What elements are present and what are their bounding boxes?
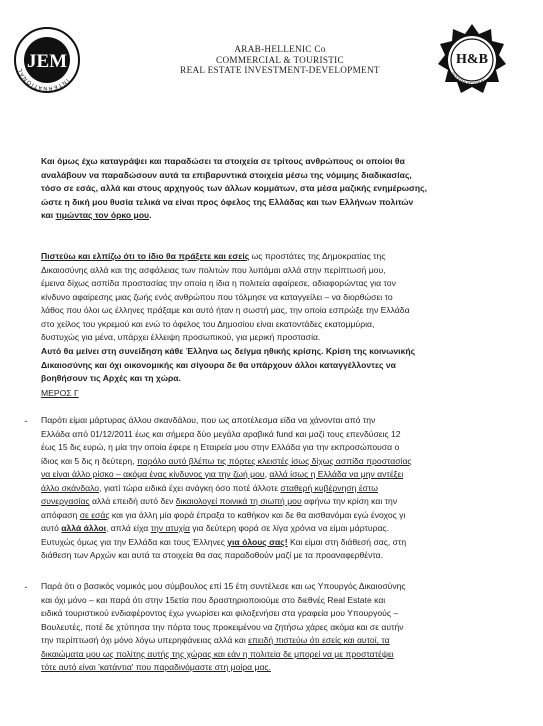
- bullet-dash: -: [24, 416, 28, 426]
- p5-line: τότε αυτό είναι 'κατάντια' που παραδινόμαστε στη μοίρα μας.: [41, 662, 271, 672]
- p4-line: διάθεση των Αρχών και αυτά τα στοιχεία θα σας παραδοθούν μαζί με τα προαναφερθέντα.: [41, 550, 384, 560]
- text: Και είμαι στη διάθεσή σας, στη: [287, 536, 407, 547]
- p5-line: ειδικά τουριστικού ενδιαφέροντος έχω γνωρίσει και φιλοξενήσει στα γραφεία μου Υπουργούς –: [41, 608, 399, 618]
- p1-line: Και όμως έχω καταγράψει και παραδώσει τα στοιχεία σε τρίτους ανθρώπους οι οποίοι θα: [41, 156, 405, 166]
- p4-line: [41, 509, 509, 523]
- text: Ευτυχώς όμως για την Ελλάδα και τους Έλληνες: [41, 536, 228, 547]
- underlined-text: Πιστεύω και ελπίζω ότι το ίδιο θα πράξετε και εσείς: [41, 251, 250, 261]
- text: .: [149, 210, 152, 220]
- paragraph-4: [41, 414, 509, 563]
- p5-line: και όχι μόνο – και παρά ότι στην 15ετία που δραστηριοποιούμε στο διεθνές Real Estate και: [41, 594, 386, 605]
- underlined-text: την ατυχία: [150, 523, 190, 533]
- logo-left-letters: JEM: [26, 51, 68, 72]
- text: αφήνω την κρίση και την: [301, 496, 398, 506]
- p1-line: αναλάβουν να παραδώσουν αυτά τα επιβαρυντικά στοιχεία μέσω της νόμιμης διαδικασίας,: [41, 169, 412, 180]
- underlined-text: σε εσάς: [79, 509, 110, 520]
- p4-line: Ελλάδα από 01/12/2011 έως και σήμερα δύο μεγάλα αραβικά fund και μαζί τους επενδύσεις 12: [41, 428, 401, 439]
- text: την περίπτωσή όχι μόνο λόγω υπερηφάνειας αλλά και: [41, 635, 249, 645]
- text: και: [41, 210, 56, 220]
- paragraph-3: [41, 345, 509, 386]
- p3-line: Αυτό θα μείνει στη συνείδηση κάθε Έλληνα ως δείγμα ηθικής κρίσης. Κρίση της κοινωνικής: [41, 346, 416, 356]
- logo-right-letters: H&B: [456, 52, 488, 67]
- text: , γιατί τώρα ειδικά έχει ανάγκη όσο ποτέ άλλοτε: [99, 482, 281, 493]
- text: ίδιος και 5 δις η δεύτερη,: [41, 455, 137, 466]
- p5-line: Βουλευτές, ποτέ δε χτύπησα την πόρτα τους προκειμένου να ζητήσω χάρες ακόμα και σε αυτήν: [41, 621, 404, 632]
- p2-line: Δικαιοσύνης αλλά και της ασφάλειας των πολιτών που λυπάμαι αλλά στην περίπτωσή μου,: [41, 264, 386, 275]
- underlined-text: σταθερή κυβέρνηση έστω: [280, 482, 378, 493]
- text: απόφαση: [41, 509, 80, 520]
- text: , απλά είχα: [106, 523, 151, 533]
- underlined-text: άλλο σκάνδαλο: [41, 482, 100, 493]
- company-line-3: REAL ESTATE INVESTMENT-DEVELOPMENT: [180, 65, 380, 75]
- p2-line: [41, 250, 509, 264]
- p4-line: [41, 495, 509, 509]
- p4-line: [41, 522, 509, 536]
- p2-line: δυστυχώς για μένα, υπάρχει έλλειψη προσωπικού, για μερική προστασία.: [41, 332, 321, 342]
- text: για δεύτερη φορά σε λίγα χρόνια να είμαι μάρτυρας.: [189, 523, 389, 533]
- p4-line: [41, 482, 509, 496]
- section-heading: ΜΕΡΟΣ Γ: [41, 388, 79, 398]
- text: αλλά επειδή αυτό δεν: [89, 496, 176, 506]
- paragraph-2: [41, 250, 509, 345]
- p5-line: δικαιώματα μου ως πολίτης αυτής της χώρας και εάν η πολιτεία δε μπορεί να με προστατέψει: [41, 648, 394, 659]
- p1-line: [41, 209, 509, 223]
- p1-line: τόσο σε εσάς, αλλά και στους αρχηγούς των άλλων κομμάτων, στα μέσα μαζικής ενημέρωσης,: [41, 183, 428, 193]
- p2-line: έμεινα δίχως ασπίδα προστασίας την οποία η ίδια η πολιτεία αφαίρεσε, αδιαφορώντας για τον: [41, 278, 396, 288]
- underlined-text: να είναι άλλο ρίσκο – ακόμα ένας κίνδυνος για την ζωή μου: [41, 469, 265, 479]
- logo-right-ring-text: INTERNATIONAL: [450, 71, 488, 87]
- bullet-dash: -: [24, 582, 28, 592]
- underlined-text: αλλά άλλοι: [61, 523, 107, 533]
- company-line-1: ARAB-HELLENIC Co: [234, 44, 326, 54]
- p5-line: Παρά ότι ο βασικός νομικός μου σύμβουλος επί 15 έτη συντέλεσε και ως Υπουργός Δικαιοσύνης: [41, 581, 406, 591]
- p4-line: [41, 536, 509, 550]
- p4-line: [41, 468, 509, 482]
- p5-line: [41, 634, 509, 648]
- underlined-text: επειδή πιστεύω ότι εσείς και αυτοί, τα: [248, 635, 390, 645]
- p2-line: λάθος που όλοι ως έλληνες πράξαμε και αυτό ήταν η σωστή μας, την οποία εσπρώξε την Ελλάδα: [41, 305, 410, 315]
- text: και για άλλη μία φορά έπραξα το καθήκον και δε θα αισθανόμαι εγώ ένοχος γι: [109, 509, 406, 520]
- p2-line: κίνδυνο αφαίρεσης μιας ζωής ενός ανθρώπου που τόλμησε να καταγγείλει – να διορθώσει το: [41, 291, 393, 302]
- paragraph-5: [41, 580, 509, 675]
- company-line-2: COMMERCIAL & TOURISTIC: [216, 54, 344, 65]
- underlined-text: τιμώντας τον όρκο μου: [55, 210, 150, 220]
- hb-international-logo-icon: [436, 22, 508, 98]
- text: ,: [264, 469, 270, 479]
- text: ως προστάτες της Δημοκρατίας της: [249, 251, 386, 261]
- p4-line: [41, 455, 509, 469]
- p2-line: στο χείλος του γκρεμού και ενώ το όφελος του Δημοσίου είναι εκατοντάδες εκατομμύρια,: [41, 318, 375, 329]
- paragraph-1: [41, 155, 509, 223]
- p3-line: βοηθήσουν τις Αρχές και τη χώρα.: [41, 373, 181, 383]
- underlined-text: για όλους σας!: [227, 536, 288, 547]
- jem-international-logo-icon: [13, 26, 81, 94]
- logo-left-ring-text: INTERNATIONAL: [17, 66, 70, 92]
- text: αυτό: [41, 523, 62, 533]
- p4-line: έως 15 δις ευρώ, η μία την οποία έφερε η Εταιρεία μου στην Ελλάδα για την εκπροσώπουσα ο: [41, 442, 400, 452]
- underlined-text: παρόλο αυτό βλέπω τις πόρτες κλειστές ίσως δίχως ασπίδα προστασίας: [136, 455, 412, 466]
- company-name-block: [150, 44, 410, 76]
- p1-line: ώστε η δική μου θυσία τελικά να είναι προς όφελος της Ελλάδας και των Ελλήνων πολιτών: [41, 196, 414, 207]
- underlined-text: αλλά ίσως η Ελλάδα να μην αντέξει: [269, 469, 404, 479]
- underlined-text: δικαιολογεί ποινικά τη σιωπή μου: [175, 496, 302, 506]
- p3-line: Δικαιοσύνης και όχι οικονομικής και σίγουρα δε θα υπάρχουν άλλοι καταγγέλλοντες να: [41, 359, 396, 370]
- underlined-text: συνεργασίας: [41, 496, 90, 506]
- p4-line: Παρότι είμαι μάρτυρας άλλου σκανδάλου, που ως αποτέλεσμα είδα να χάνονται από την: [41, 415, 376, 425]
